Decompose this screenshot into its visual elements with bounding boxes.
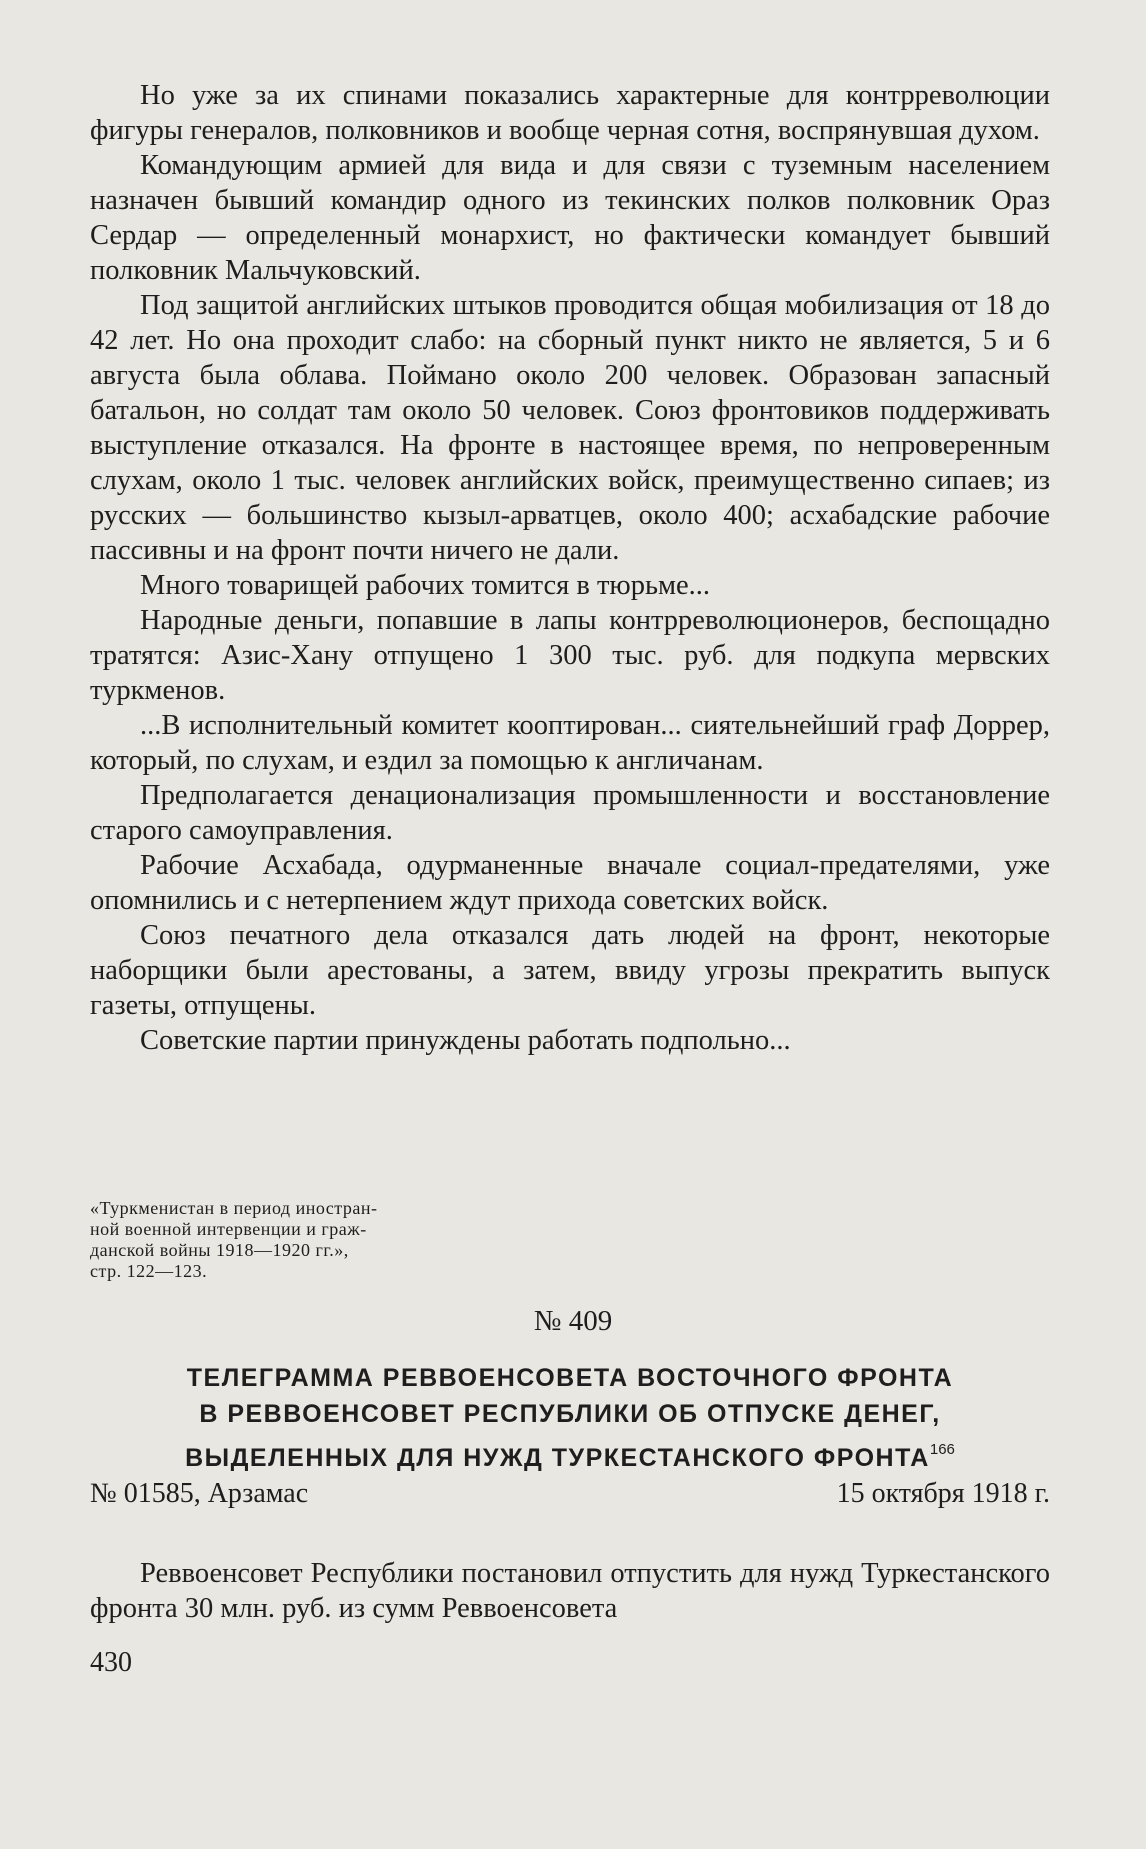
paragraph: Народные деньги, попавшие в лапы контрреволюционеров, беспощадно тратятся: Азис-Хану отпущено 1 300 тыс. руб. для подкупа мервских туркменов. (90, 605, 1050, 706)
document-date: 15 октября 1918 г. (836, 1478, 1050, 1509)
footnote-ref: 166 (929, 1441, 955, 1458)
paragraph: Командующим армией для вида и для связи с туземным населением назначен бывший командир одного из текинских полков полковник Ораз Сердар — определенный монархист, но фактически командует бывший полковник Мальчуковский. (90, 150, 1050, 286)
source-line: «Туркменистан в период иностран- (90, 1198, 378, 1218)
title-line-last (90, 1432, 1050, 1476)
document-meta (90, 1478, 1050, 1510)
document-reference: № 01585, Арзамас (90, 1478, 309, 1509)
page-number: 430 (90, 1647, 132, 1678)
paragraph: ...В исполнительный комитет кооптирован... сиятельнейший граф Доррер, который, по слухам, и ездил за помощью к англичанам. (90, 710, 1050, 776)
document-number: № 409 (533, 1305, 613, 1337)
paragraph: Реввоенсовет Республики постановил отпустить для нужд Туркестанского фронта 30 млн. руб. из сумм Реввоенсовета (90, 1558, 1050, 1624)
paragraph: Союз печатного дела отказался дать людей на фронт, некоторые наборщики были арестованы, а затем, ввиду угрозы прекратить выпуск газеты, отпущены. (90, 920, 1050, 1021)
source-line: данской войны 1918—1920 гг.», (90, 1240, 349, 1260)
paragraph: Предполагается денационализация промышленности и восстановление старого самоуправления. (90, 780, 1050, 846)
paragraph: Советские партии принуждены работать подпольно... (140, 1025, 791, 1056)
paragraph: Но уже за их спинами показались характерные для контрреволюции фигуры генералов, полковников и вообще черная сотня, воспрянувшая духом. (90, 80, 1050, 146)
title-line: ТЕЛЕГРАММА РЕВВОЕНСОВЕТА ВОСТОЧНОГО ФРОНТА (186, 1364, 954, 1392)
paragraph: Рабочие Асхабада, одурманенные вначале социал-предателями, уже опомнились и с нетерпением ждут прихода советских войск. (90, 850, 1050, 916)
title-line-text: ВЫДЕЛЕННЫХ ДЛЯ НУЖД ТУРКЕСТАНСКОГО ФРОНТА (185, 1444, 930, 1472)
paragraph: Под защитой английских штыков проводится общая мобилизация от 18 до 42 лет. Но она проходит слабо: на сборный пункт никто не является, 5 и 6 августа была облава. Поймано около 200 человек. Образован запасный батальон, но солдат там около 50 человек. Союз фронтовиков поддерживать выступление отказался. На фронте в настоящее время, по непроверенным слухам, около 1 тыс. человек английских войск, преимущественно сипаев; из русских — большинство кызыл-арватцев, около 400; асхабадские рабочие пассивны и на фронт почти ничего не дали. (90, 290, 1050, 566)
telegram-text (90, 1556, 1050, 1626)
source-citation (90, 1198, 492, 1282)
body-text (90, 78, 1050, 1058)
title-line: В РЕВВОЕНСОВЕТ РЕСПУБЛИКИ ОБ ОТПУСКЕ ДЕНЕГ, (199, 1400, 941, 1428)
document-title (90, 1360, 1050, 1476)
paragraph: Много товарищей рабочих томится в тюрьме... (140, 570, 710, 601)
source-line: стр. 122—123. (90, 1261, 208, 1281)
source-line: ной военной интервенции и граж- (90, 1219, 367, 1239)
